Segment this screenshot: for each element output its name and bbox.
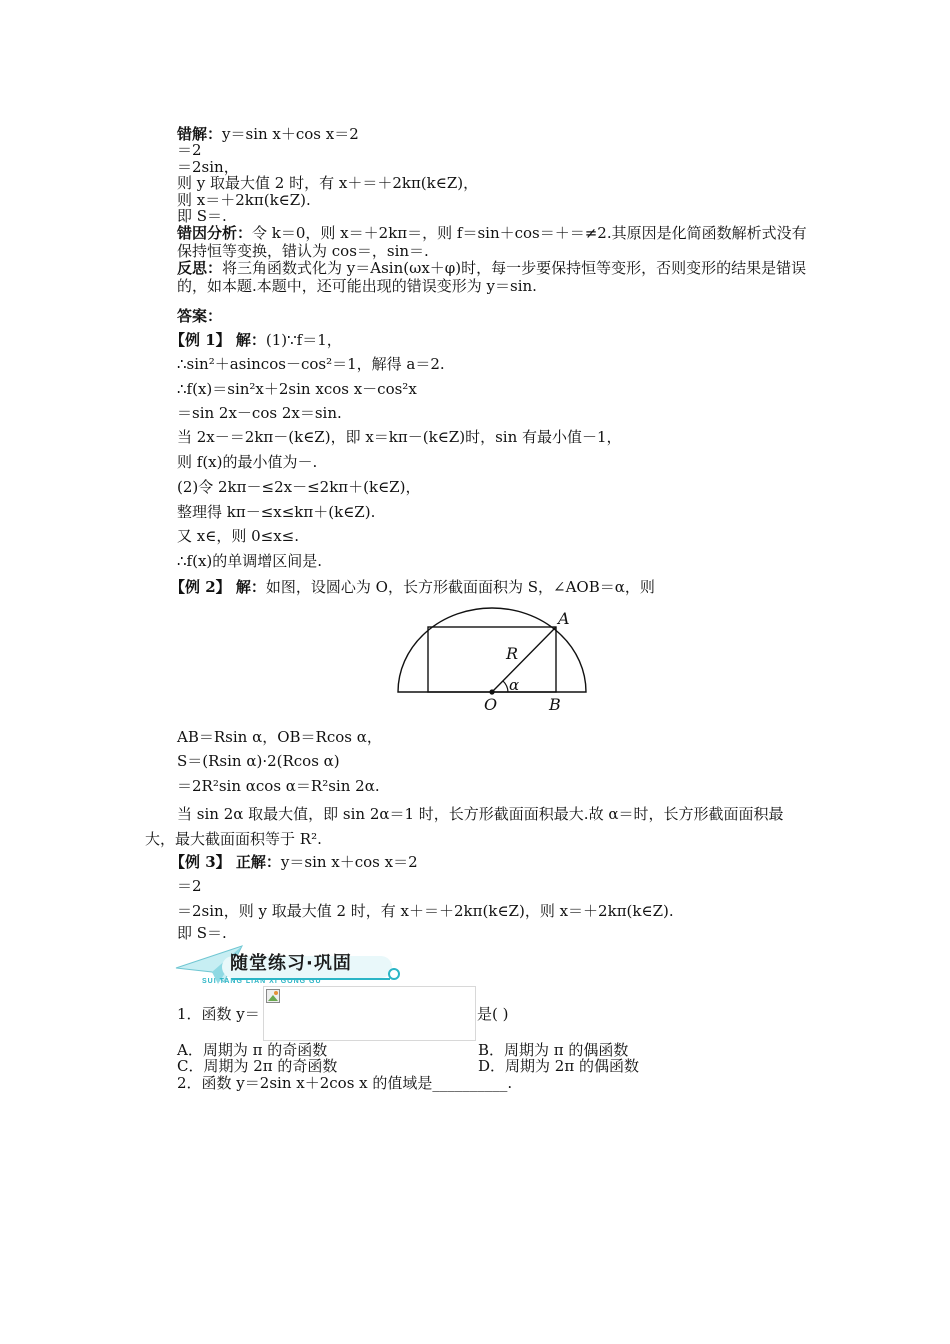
example-1-line-9: 又 x∈，则 0≤x≤. bbox=[177, 527, 300, 545]
option-D: D．周期为 2π 的偶函数 bbox=[478, 1057, 639, 1075]
example-2-line-1 bbox=[170, 578, 655, 596]
banner-pinyin: SUI TANG LIAN XI GONG GU bbox=[202, 978, 322, 985]
error-cause-paragraph bbox=[177, 224, 810, 260]
wrong-solution-line-6: 即 S＝. bbox=[177, 207, 227, 225]
reflection-paragraph bbox=[177, 259, 810, 295]
example-1-line-8: 整理得 kπ－≤x≤kπ＋(k∈Z). bbox=[177, 503, 376, 521]
example-2-line-2: AB＝Rsin α，OB＝Rcos α， bbox=[177, 728, 382, 746]
label-R: R bbox=[506, 644, 519, 663]
wrong-solution-line-3: ＝2sin， bbox=[177, 158, 239, 176]
wrong-solution-label: 错解： bbox=[177, 125, 223, 143]
question-1-prefix: 1．函数 y＝ bbox=[177, 1005, 260, 1023]
example-3-line-3: ＝2sin，则 y 取最大值 2 时，有 x＋＝＋2kπ(k∈Z)，则 x＝＋2kπ(k∈Z). bbox=[177, 902, 674, 920]
reflection-label: 反思： bbox=[177, 259, 223, 277]
label-B: B bbox=[549, 695, 561, 714]
example-1-line-7: (2)令 2kπ－≤2x－≤2kπ＋(k∈Z)， bbox=[177, 478, 421, 496]
example-1-line-5: 当 2x－＝2kπ－(k∈Z)，即 x＝kπ－(k∈Z)时，sin 有最小值－1， bbox=[177, 428, 622, 446]
label-alpha: α bbox=[509, 676, 520, 694]
wrong-solution-line-4: 则 y 取最大值 2 时，有 x＋＝＋2kπ(k∈Z)， bbox=[177, 174, 479, 192]
question-1-suffix: 是( ) bbox=[477, 1005, 509, 1023]
option-B: B．周期为 π 的偶函数 bbox=[478, 1041, 629, 1059]
example-2-text: 如图，设圆心为 O，长方形截面面积为 S，∠AOB＝α，则 bbox=[265, 578, 655, 596]
example-2-label: 【例 2】 解： bbox=[170, 578, 266, 596]
example-1-line-3: ∴f(x)＝sin²x＋2sin xcos x－cos²x bbox=[177, 380, 417, 398]
option-C: C．周期为 2π 的奇函数 bbox=[177, 1057, 338, 1075]
question-2: 2．函数 y＝2sin x＋2cos x 的值域是__________. bbox=[177, 1074, 513, 1092]
example-2-line-4: ＝2R²sin αcos α＝R²sin 2α. bbox=[177, 777, 380, 795]
answer-title: 答案： bbox=[177, 307, 223, 325]
label-A: A bbox=[558, 609, 570, 628]
formula-image-placeholder bbox=[263, 986, 476, 1041]
example-1-line-2: ∴sin²＋asincos－cos²＝1，解得 a＝2. bbox=[177, 355, 445, 373]
example-3-text: y＝sin x＋cos x＝2 bbox=[280, 853, 418, 871]
label-O: O bbox=[484, 695, 498, 714]
inscribed-rectangle bbox=[428, 627, 556, 692]
option-A: A．周期为 π 的奇函数 bbox=[177, 1041, 328, 1059]
wrong-solution-line-1 bbox=[177, 125, 359, 143]
reflection-text: 将三角函数式化为 y＝Asin(ωx＋φ)时，每一步要保持恒等变形，否则变形的结果是错误的，如本题.本题中，还可能出现的错误变形为 y＝sin. bbox=[177, 259, 807, 295]
example-3-line-1 bbox=[170, 853, 418, 871]
example-3-label: 【例 3】 正解： bbox=[170, 853, 281, 871]
broken-image-icon bbox=[266, 989, 280, 1003]
wrong-solution-line-5: 则 x＝＋2kπ(k∈Z). bbox=[177, 191, 311, 209]
example-1-text: (1)∵f＝1， bbox=[265, 331, 342, 349]
wrong-solution-text: y＝sin x＋cos x＝2 bbox=[222, 125, 359, 143]
example-2-line-3: S＝(Rsin α)·2(Rcos α) bbox=[177, 752, 340, 770]
example-1-label: 【例 1】 解： bbox=[170, 331, 266, 349]
example-1-line-6: 则 f(x)的最小值为－. bbox=[177, 453, 318, 471]
example-1-line-1 bbox=[170, 331, 342, 349]
practice-banner bbox=[172, 942, 402, 988]
radius-OA bbox=[492, 627, 556, 692]
example-2-conclusion: 当 sin 2α 取最大值，即 sin 2α＝1 时，长方形截面面积最大.故 α＝时，长方形截面面积最大，最大截面面积等于 R². bbox=[145, 805, 784, 848]
wrong-solution-line-2: ＝2 bbox=[177, 141, 202, 159]
example-3-line-2: ＝2 bbox=[177, 877, 202, 895]
example-3-line-4: 即 S＝. bbox=[177, 924, 227, 942]
error-cause-label: 错因分析： bbox=[177, 224, 253, 242]
center-point-O bbox=[489, 689, 494, 694]
angle-alpha-arc bbox=[503, 681, 508, 692]
banner-title: 随堂练习·巩固 bbox=[230, 953, 352, 974]
example-1-line-10: ∴f(x)的单调增区间是. bbox=[177, 552, 323, 570]
error-cause-text: 令 k＝0，则 x＝＋2kπ＝，则 f＝sin＋cos＝＋＝≠2.其原因是化简函数解析式没有保持恒等变换，错认为 cos＝，sin＝. bbox=[177, 224, 807, 260]
example-1-line-4: ＝sin 2x－cos 2x＝sin. bbox=[177, 404, 342, 422]
